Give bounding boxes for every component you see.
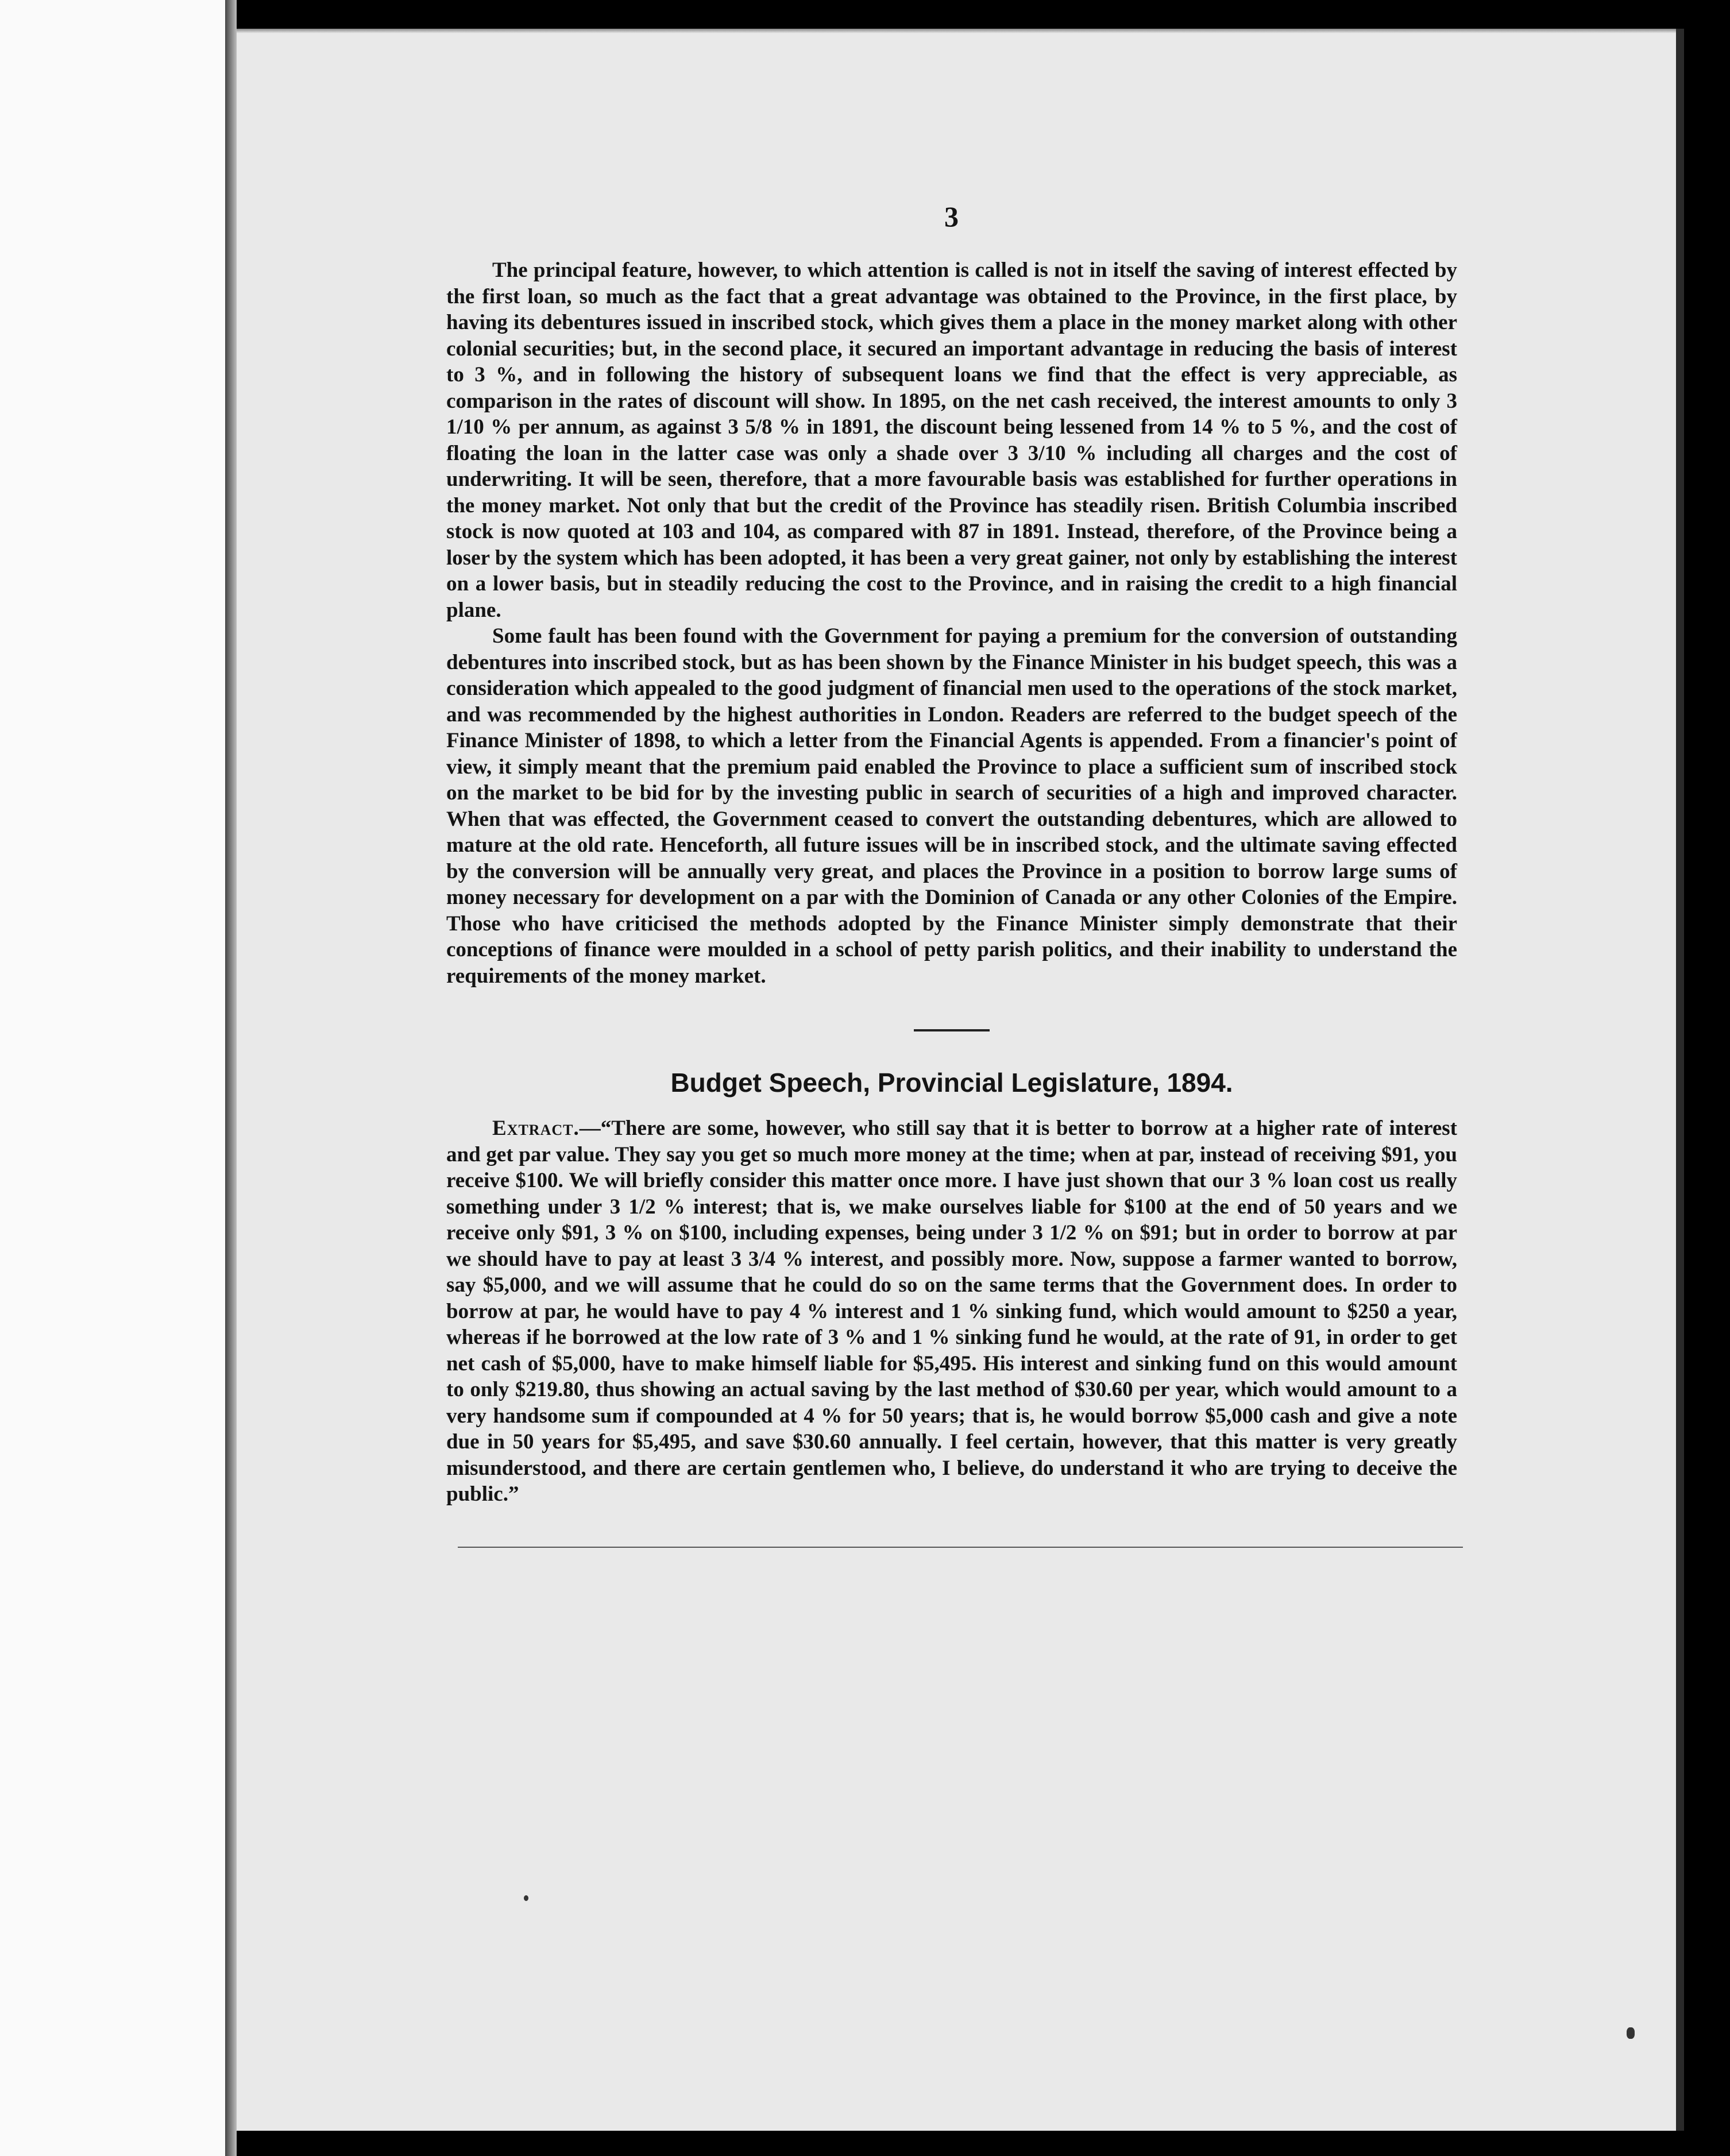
print-speck <box>524 1895 528 1901</box>
body-paragraph-premium-conversion: Some fault has been found with the Government for paying a premium for the conversion of outstanding debentures into inscribed stock, but as has been shown by the Finance Minister in his budget speech, this was a consideration which appealed to the good judgment of financial men used to the operations of the stock market, and was recommended by the highest authorities in London. Readers are referred to the budget speech of the Finance Minister of 1898, to which a letter from the Financial Agents is appended. From a financier's point of view, it simply meant that the premium paid enabled the Province to place a sufficient sum of inscribed stock on the market to be bid for by the investing public in search of securities of a high and improved character. When that was effected, the Government ceased to convert the outstanding debentures, which are allowed to mature at the old rate. Henceforth, all future issues will be in inscribed stock, and the ultimate saving effected by the conversion will be annually very great, and places the Province in a position to borrow large sums of money necessary for development on a par with the Dominion of Canada or any other Colonies of the Empire. Those who have criticised the methods adopted by the Finance Minister simply demonstrate that their conceptions of finance were moulded in a school of petty parish politics, and their inability to understand the requirements of the money market. <box>446 624 1457 988</box>
page-content <box>446 200 1457 1548</box>
body-paragraph-principal-feature: The principal feature, however, to which attention is called is not in itself the saving of interest effected by the first loan, so much as the fact that a great advantage was obtained to the Province, in the first place, by having its debentures issued in inscribed stock, which gives them a place in the money market along with other colonial securities; but, in the second place, it secured an important advantage in reducing the basis of interest to 3 %, and in following the history of subsequent loans we find that the effect is very appreciable, as comparison in the rates of discount will show. In 1895, on the net cash received, the interest amounts to only 3 1/10 % per annum, as against 3 5/8 % in 1891, the discount being lessened from 14 % to 5 %, and the cost of floating the loan in the latter case was only a shade over 3 3/10 % including all charges and the cost of underwriting. It will be seen, therefore, that a more favourable basis was established for further operations in the money market. Not only that but the credit of the Province has steadily risen. British Columbia inscribed stock is now quoted at 103 and 104, as compared with 87 in 1891. Instead, therefore, of the Province being a loser by the system which has been adopted, it has been a very great gainer, not only by establishing the interest on a lower basis, but in steadily reducing the cost to the Province, and in raising the credit to a high financial plane. <box>446 258 1457 622</box>
section-divider <box>914 1029 990 1031</box>
extract-paragraph <box>446 1115 1457 1508</box>
blank-left-margin <box>0 0 225 2156</box>
bottom-rule <box>458 1547 1463 1548</box>
budget-speech-heading: Budget Speech, Provincial Legislature, 1894. <box>670 1068 1233 1098</box>
extract-text: —“There are some, however, who still say that it is better to borrow at a higher rate of interest and get par value. They say you get so much more money at the time; when at par, instead of receiving $91, you receive $100. We will briefly consider this matter once more. I have just shown that our 3 % loan cost us really something under 3 1/2 % interest; that is, we make ourselves liable for $100 at the end of 50 years and we receive only $91, 3 % on $100, including expenses, being under 3 1/2 % on $91; but in order to borrow at par we should have to pay at least 3 3/4 % interest, and possibly more. Now, suppose a farmer wanted to borrow, say $5,000, and we will assume that he could do so on the same terms that the Government does. In order to borrow at par, he would have to pay 4 % interest and 1 % sinking fund, which would amount to $250 a year, whereas if he borrowed at the low rate of 3 % and 1 % sinking fund he would, at the rate of 91, in order to get net cash of $5,000, have to make himself liable for $5,495. His interest and sinking fund on this would amount to only $219.80, thus showing an actual saving by the last method of $30.60 per year, which would amount to a very handsome sum if compounded at 4 % for 50 years; that is, he would borrow $5,000 cash and give a note due in 50 years for $5,495, and save $30.60 annually. I feel certain, however, that this matter is very greatly misunderstood, and there are certain gentlemen who, I believe, do understand it who are trying to deceive the public.” <box>446 1116 1457 1506</box>
page-number: 3 <box>944 200 959 233</box>
document-page <box>237 29 1684 2131</box>
corner-mark <box>1627 2027 1635 2039</box>
extract-label: Extract. <box>492 1116 580 1140</box>
page-top-edge <box>237 29 1676 33</box>
page-gutter-shadow <box>225 0 237 2156</box>
